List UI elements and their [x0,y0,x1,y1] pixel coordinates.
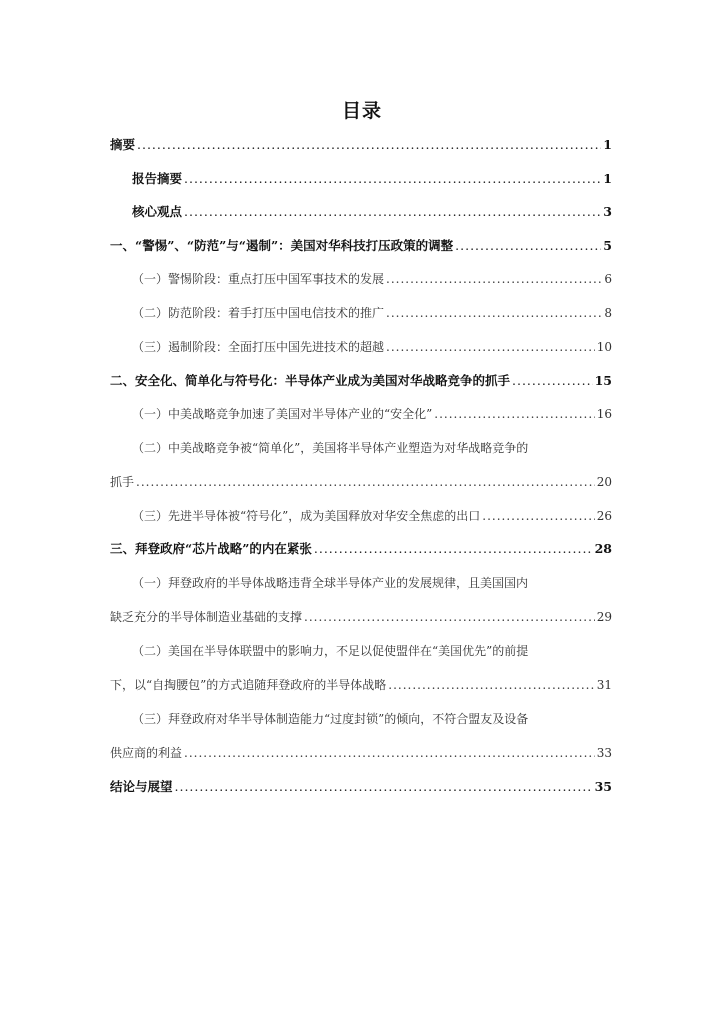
toc-entry-3-3-continuation[interactable] [110,745,612,761]
toc-entry-page: 15 [594,373,612,388]
dot-leader [434,406,594,422]
toc-entry-label: （一）拜登政府的半导体战略违背全球半导体产业的发展规律，且美国国内 [132,576,529,590]
toc-entry-label: （三）先进半导体被“符号化”，成为美国释放对华安全焦虑的出口 [132,509,481,523]
toc-entry-label: （一）警惕阶段：重点打压中国军事技术的发展 [132,272,385,286]
dot-leader [136,474,595,490]
toc-entry-label: 摘要 [110,137,136,152]
toc-entry-3-3[interactable] [110,711,612,727]
toc-entry-1-2[interactable] [110,305,612,321]
toc-entry-label: （二）中美战略竞争被“简单化”，美国将半导体产业塑造为对华战略竞争的 [132,441,529,455]
toc-entry-conclusion[interactable] [110,779,612,795]
dot-leader [137,137,601,153]
toc-entry-label: 结论与展望 [110,779,173,794]
dot-leader [386,339,595,355]
toc-entry-label-continuation: 供应商的利益 [110,746,183,760]
toc-entry-page: 35 [594,779,612,794]
toc-entry-report-summary[interactable] [110,171,612,187]
dot-leader [304,609,595,625]
dot-leader [455,238,601,254]
dot-leader [175,779,593,795]
toc-entry-chapter-3[interactable] [110,541,612,557]
dot-leader [386,305,602,321]
dot-leader [386,271,602,287]
toc-entry-page: 29 [596,610,612,624]
toc-entry-label-continuation: 缺乏充分的半导体制造业基础的支撑 [110,610,303,624]
toc-entry-label: （三）遏制阶段：全面打压中国先进技术的超越 [132,340,385,354]
toc-entry-page: 10 [596,340,612,354]
toc-entry-label: 一、“警惕”、“防范”与“遏制”：美国对华科技打压政策的调整 [110,238,454,253]
toc-entry-label: 二、安全化、简单化与符号化：半导体产业成为美国对华战略竞争的抓手 [110,373,511,388]
toc-entry-label: （二）美国在半导体联盟中的影响力，不足以促使盟伴在“美国优先”的前提 [132,644,529,658]
toc-entry-1-3[interactable] [110,339,612,355]
toc-entry-chapter-2[interactable] [110,373,612,389]
toc-entry-label: （三）拜登政府对华半导体制造能力“过度封锁”的倾向，不符合盟友及设备 [132,712,529,726]
toc-entry-2-3[interactable] [110,508,612,524]
toc-entry-page: 26 [596,509,612,523]
toc-entry-label: 三、拜登政府“芯片战略”的内在紧张 [110,541,312,556]
dot-leader [482,508,594,524]
toc-entry-2-1[interactable] [110,406,612,422]
dot-leader [184,171,601,187]
dot-leader [388,677,594,693]
toc-entry-2-2[interactable] [110,440,612,456]
toc-entry-3-1[interactable] [110,575,612,591]
toc-entry-core-views[interactable] [110,204,612,220]
toc-entry-1-1[interactable] [110,271,612,287]
dot-leader [184,204,601,220]
toc-entry-3-1-continuation[interactable] [110,609,612,625]
toc-entry-page: 16 [596,407,612,421]
toc-entry-2-2-continuation[interactable] [110,474,612,490]
toc-entry-page: 28 [594,541,612,556]
toc-entry-chapter-1[interactable] [110,238,612,254]
toc-entry-page: 6 [604,272,612,286]
toc-entry-page: 20 [596,475,612,489]
toc-entry-page: 3 [603,204,612,219]
toc-entry-label: 报告摘要 [132,171,183,186]
toc-entry-page: 1 [603,171,612,186]
dot-leader [512,373,593,389]
toc-title: 目录 [341,100,382,122]
toc-entry-page: 1 [603,137,612,152]
toc-entry-page: 8 [604,306,612,320]
toc-entry-label-continuation: 下，以“自掏腰包”的方式追随拜登政府的半导体战略 [110,678,387,692]
toc-entry-page: 33 [596,746,612,760]
toc-entry-label: （一）中美战略竞争加速了美国对半导体产业的“安全化” [132,407,433,421]
toc-entry-3-2-continuation[interactable] [110,677,612,693]
toc-entry-page: 5 [603,238,612,253]
toc-entry-page: 31 [596,678,612,692]
toc-entry-abstract[interactable] [110,137,612,153]
toc-entry-label: 核心观点 [132,204,183,219]
dot-leader [314,541,593,557]
toc-entry-3-2[interactable] [110,643,612,659]
toc-entry-label: （二）防范阶段：着手打压中国电信技术的推广 [132,306,385,320]
toc-entry-label-continuation: 抓手 [110,475,135,489]
dot-leader [184,745,595,761]
